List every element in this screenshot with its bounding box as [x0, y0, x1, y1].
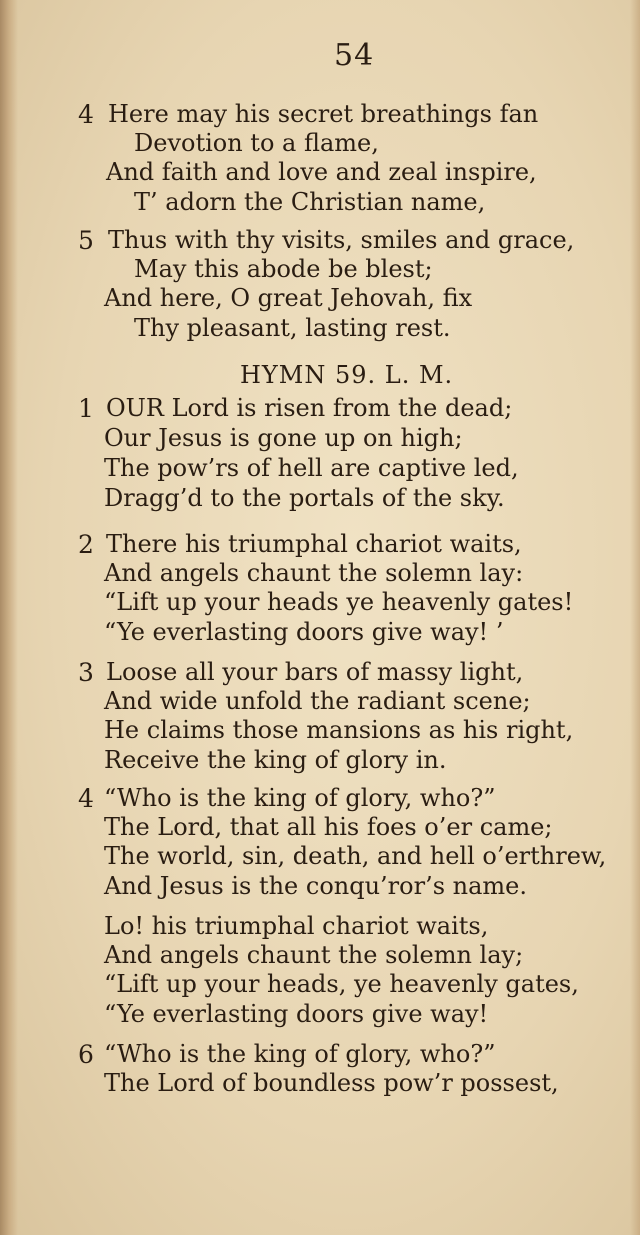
- stanza-number: 5: [78, 226, 94, 255]
- verse-line: “Who is the king of glory, who?”: [104, 784, 496, 812]
- verse-line: OUR Lord is risen from the dead;: [106, 394, 513, 422]
- verse-line: The Lord of boundless pow’r possest,: [104, 1069, 559, 1097]
- verse-line: Our Jesus is gone up on high;: [104, 424, 463, 452]
- page-number: 54: [334, 38, 375, 73]
- verse-line: And Jesus is the conqu’ror’s name.: [104, 872, 527, 900]
- hymn-heading: HYMN 59. L. M.: [240, 361, 454, 389]
- verse-line: T’ adorn the Christian name,: [134, 188, 486, 216]
- verse-line: “Lift up your heads, ye heavenly gates,: [104, 970, 579, 998]
- stanza-number: 4: [78, 100, 94, 129]
- verse-line: Devotion to a flame,: [134, 129, 379, 157]
- verse-line: And angels chaunt the solemn lay:: [104, 559, 524, 587]
- verse-line: And here, O great Jehovah, fix: [104, 284, 473, 312]
- verse-line: “Who is the king of glory, who?”: [104, 1040, 496, 1068]
- page-edge-right: [630, 0, 640, 1235]
- verse-line: “Ye everlasting doors give way!: [104, 1000, 489, 1028]
- stanza-number: 2: [78, 530, 94, 559]
- verse-line: “Ye everlasting doors give way! ’: [104, 618, 504, 646]
- stanza-number: 6: [78, 1040, 94, 1069]
- verse-line: The Lord, that all his foes o’er came;: [104, 813, 553, 841]
- verse-line: There his triumphal chariot waits,: [106, 530, 522, 558]
- verse-line: Dragg’d to the portals of the sky.: [104, 484, 505, 512]
- verse-line: The world, sin, death, and hell o’erthrew,: [104, 842, 607, 870]
- verse-line: And wide unfold the radiant scene;: [104, 687, 531, 715]
- stanza-number: 1: [78, 394, 94, 423]
- verse-line: Thus with thy visits, smiles and grace,: [108, 226, 575, 254]
- verse-line: Lo! his triumphal chariot waits,: [104, 912, 489, 940]
- verse-line: The pow’rs of hell are captive led,: [104, 454, 519, 482]
- verse-line: Receive the king of glory in.: [104, 746, 447, 774]
- stanza-number: 3: [78, 658, 94, 687]
- verse-line: And faith and love and zeal inspire,: [106, 158, 537, 186]
- stanza-number: 4: [78, 784, 94, 813]
- verse-line: Thy pleasant, lasting rest.: [134, 314, 451, 342]
- verse-line: Loose all your bars of massy light,: [106, 658, 524, 686]
- page-edge-left: [0, 0, 18, 1235]
- verse-line: Here may his secret breathings fan: [108, 100, 539, 128]
- verse-line: He claims those mansions as his right,: [104, 716, 574, 744]
- verse-line: “Lift up your heads ye heavenly gates!: [104, 588, 574, 616]
- verse-line: May this abode be blest;: [134, 255, 433, 283]
- verse-line: And angels chaunt the solemn lay;: [104, 941, 524, 969]
